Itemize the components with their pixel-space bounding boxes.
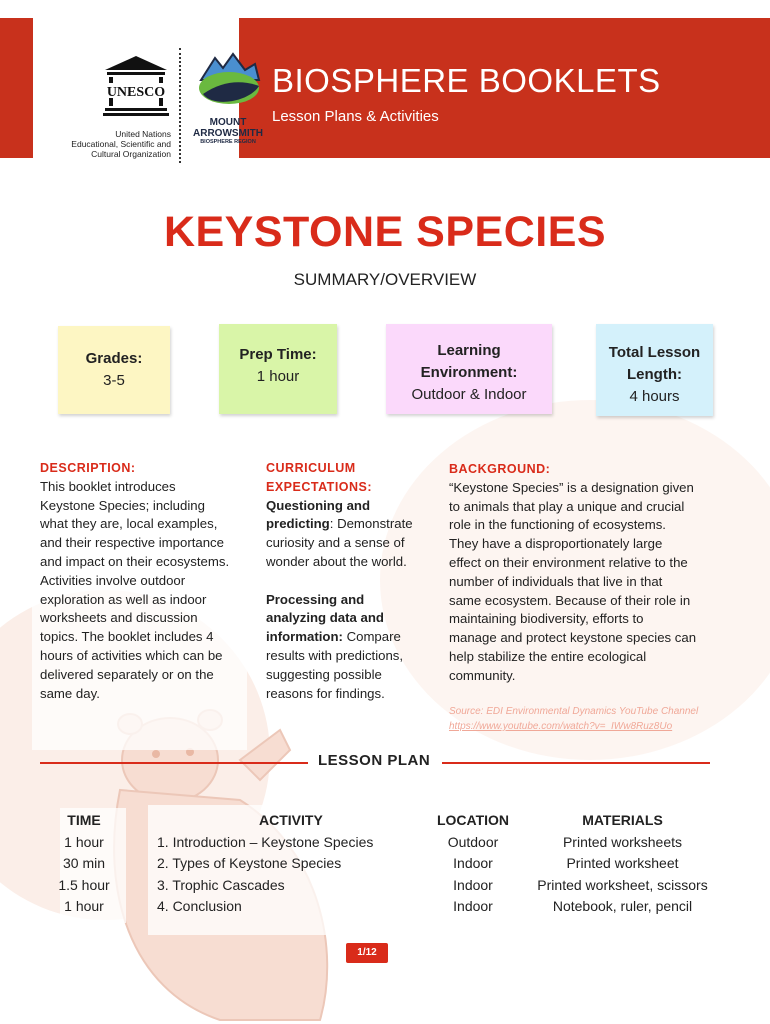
background-line: effect on their environment relative to the xyxy=(449,554,688,570)
location-cell: Indoor xyxy=(453,855,493,871)
background-line: help stabilize the entire ecological xyxy=(449,648,647,664)
background-line: maintaining biodiversity, efforts to xyxy=(449,611,644,627)
mab-name-line: ARROWSMITH xyxy=(193,128,263,139)
background-line: to animals that play a unique and crucial xyxy=(449,498,685,514)
description-line: Keystone Species; including xyxy=(40,497,205,513)
time-cell: 1 hour xyxy=(64,898,104,914)
lesson-length-label: Total Lesson xyxy=(608,344,701,361)
time-cell: 30 min xyxy=(62,855,106,871)
background-line: “Keystone Species” is a designation given xyxy=(449,479,694,495)
location-cell: Indoor xyxy=(453,898,493,914)
environment-note xyxy=(386,324,552,414)
description-line: what they are, local examples, xyxy=(40,516,218,532)
lesson-length-label: Length: xyxy=(627,366,682,383)
curriculum-skill: Processing and xyxy=(266,591,365,607)
description-heading: DESCRIPTION: xyxy=(40,461,136,475)
logo-panel xyxy=(33,18,263,159)
activity-cell: 2. Types of Keystone Species xyxy=(157,855,342,871)
description-line: hours of activities which can be xyxy=(40,647,223,663)
description-line: exploration as well as indoor xyxy=(40,591,207,607)
description-line: same day. xyxy=(40,685,100,701)
lesson-length-value: 4 hours xyxy=(629,388,680,405)
description-line: This booklet introduces xyxy=(40,478,176,494)
curriculum-text: results with predictions, xyxy=(266,647,404,663)
background-line: number of individuals that live in that xyxy=(449,573,663,589)
lesson-length-note xyxy=(596,324,713,416)
location-cell: Outdoor xyxy=(447,833,499,850)
description-line: worksheets and discussion xyxy=(40,610,198,626)
activity-column xyxy=(157,810,397,918)
logo-divider xyxy=(179,48,181,163)
time-cell: 1 hour xyxy=(64,833,104,850)
source-link[interactable]: https://www.youtube.com/watch?v=_IWw8Ruz8Uo xyxy=(449,721,673,732)
materials-cell: Printed worksheet xyxy=(566,855,679,871)
source-citation xyxy=(449,704,698,734)
grades-label: Grades: xyxy=(85,350,143,367)
activity-cell: 4. Conclusion xyxy=(157,898,242,914)
time-cell: 1.5 hour xyxy=(58,876,110,893)
background-line: manage and protect keystone species can xyxy=(449,630,697,646)
mab-name-line: MOUNT xyxy=(209,117,247,128)
background-line: community. xyxy=(449,667,516,683)
svg-text:UNESCO: UNESCO xyxy=(106,85,166,100)
unesco-org-line: United Nations xyxy=(115,129,171,139)
mount-arrowsmith-logo xyxy=(185,50,271,145)
curriculum-text: wonder about the world. xyxy=(266,553,407,569)
unesco-org-line: Cultural Organization xyxy=(91,149,171,159)
curriculum-text: reasons for findings. xyxy=(266,685,385,701)
environment-label: Learning xyxy=(437,342,501,359)
background-line: They have a disproportionately large xyxy=(449,536,663,552)
mountain-icon xyxy=(193,50,263,110)
curriculum-skill: predicting xyxy=(266,516,330,532)
mab-subtitle: BIOSPHERE REGION xyxy=(200,139,256,145)
materials-header: MATERIALS xyxy=(582,812,663,828)
curriculum-text: : Demonstrate xyxy=(329,516,413,532)
time-header: TIME xyxy=(67,812,101,828)
location-column xyxy=(428,810,518,918)
prep-time-label: Prep Time: xyxy=(239,346,317,363)
curriculum-text: suggesting possible xyxy=(266,666,382,682)
description-line: topics. The booklet includes 4 xyxy=(40,629,214,645)
curriculum-skill: information: xyxy=(266,629,343,645)
lesson-plan-divider xyxy=(40,762,308,764)
curriculum-text: Compare xyxy=(342,629,401,645)
curriculum-skill: Questioning and xyxy=(266,497,371,513)
materials-cell: Printed worksheets xyxy=(562,833,683,850)
curriculum-skill: analyzing data and xyxy=(266,610,384,626)
unesco-org-line: Educational, Scientific and xyxy=(71,139,171,149)
background-line: role in the functioning of ecosystems. xyxy=(449,517,666,533)
unesco-temple-icon xyxy=(101,54,171,118)
activity-cell: 3. Trophic Cascades xyxy=(157,876,285,893)
lesson-plan-divider xyxy=(442,762,710,764)
background-line: same ecosystem. Because of their role in xyxy=(449,592,691,608)
page-number-badge: 1/12 xyxy=(346,943,388,963)
location-cell: Indoor xyxy=(453,876,493,893)
location-header: LOCATION xyxy=(436,812,510,828)
description-line: Activities involve outdoor xyxy=(40,572,186,588)
curriculum-heading: CURRICULUM xyxy=(266,461,356,475)
description-section xyxy=(40,459,250,703)
materials-column xyxy=(530,810,715,918)
activity-header: ACTIVITY xyxy=(259,812,323,828)
booklet-title: BIOSPHERE BOOKLETS xyxy=(272,62,661,99)
curriculum-heading: EXPECTATIONS: xyxy=(266,479,373,494)
page-title: KEYSTONE SPECIES xyxy=(163,208,607,256)
activity-cell: 1. Introduction – Keystone Species xyxy=(157,833,374,850)
grades-value: 3-5 xyxy=(103,372,125,389)
materials-cell: Notebook, ruler, pencil xyxy=(552,898,693,914)
description-line: and impact on their ecosystems. xyxy=(40,553,230,569)
prep-time-value: 1 hour xyxy=(256,368,300,385)
time-column xyxy=(58,810,110,918)
background-heading: BACKGROUND: xyxy=(449,462,551,476)
description-line: delivered separately or on the xyxy=(40,666,214,682)
environment-label: Environment: xyxy=(420,364,518,381)
lesson-plan-label: LESSON PLAN xyxy=(318,752,431,769)
prep-time-note xyxy=(219,324,337,414)
booklet-subtitle: Lesson Plans & Activities xyxy=(272,108,439,125)
background-section xyxy=(449,460,724,686)
curriculum-text: curiosity and a sense of xyxy=(266,535,405,551)
description-line: and their respective importance xyxy=(40,535,224,551)
curriculum-section xyxy=(266,459,431,703)
unesco-logo xyxy=(71,54,171,159)
materials-cell: Printed worksheet, scissors xyxy=(537,876,708,893)
overview-label: SUMMARY/OVERVIEW xyxy=(293,270,477,289)
grades-note xyxy=(58,326,170,414)
environment-value: Outdoor & Indoor xyxy=(411,386,527,403)
source-text: Source: EDI Environmental Dynamics YouTube Channel xyxy=(449,706,699,717)
